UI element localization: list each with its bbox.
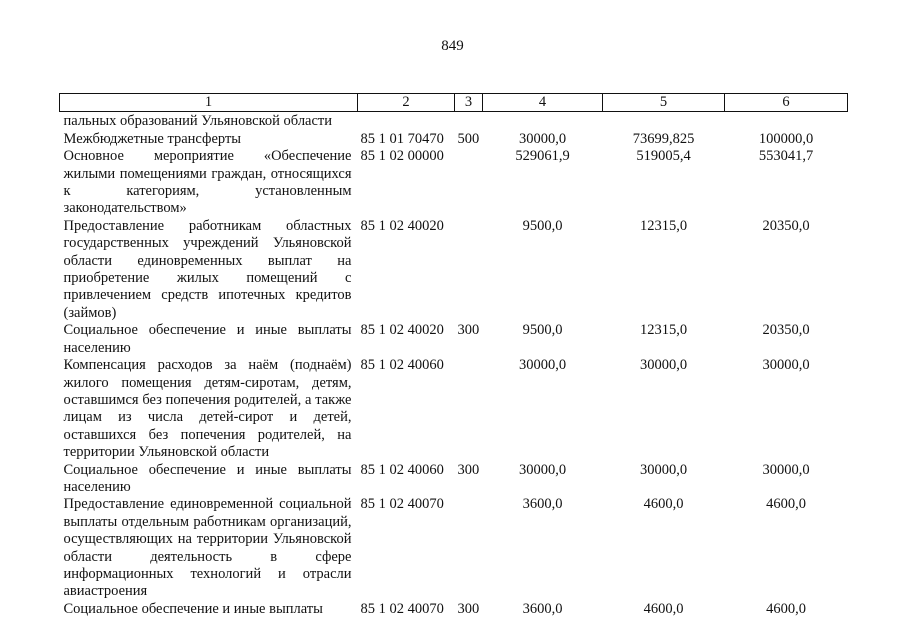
- row-code: [358, 112, 455, 131]
- column-header: 2: [358, 94, 455, 112]
- column-header: 1: [60, 94, 358, 112]
- table-row: [60, 112, 848, 131]
- row-code: 85 1 02 40070: [360, 496, 444, 513]
- table-row: [60, 462, 848, 497]
- row-type: [455, 218, 483, 322]
- row-value-6: 20350,0: [762, 322, 810, 339]
- row-name: пальных образований Ульяновской области: [63, 113, 333, 130]
- row-type: [455, 496, 483, 600]
- budget-table: [59, 93, 848, 618]
- row-value-6: 20350,0: [762, 217, 810, 234]
- table-row: [60, 131, 848, 148]
- row-type: [455, 357, 483, 461]
- row-name: Межбюджетные трансферты: [63, 130, 242, 147]
- row-type: 500: [457, 130, 480, 147]
- row-value-5: 30000,0: [639, 357, 688, 374]
- row-value-6: 100000,0: [758, 130, 814, 147]
- row-value-5: 73699,825: [632, 130, 695, 147]
- column-header: 3: [455, 94, 483, 112]
- row-code: 85 1 02 40060: [360, 357, 444, 374]
- table-row: [60, 496, 848, 600]
- row-value-5: 12315,0: [639, 217, 688, 234]
- row-value-6: 30000,0: [762, 357, 810, 374]
- row-value-4: [483, 112, 603, 131]
- row-value-4: 9500,0: [522, 322, 563, 339]
- row-type: 300: [457, 322, 480, 339]
- page-number: 849: [441, 38, 464, 54]
- row-name: Социальное обеспечение и иные выплаты: [63, 600, 323, 617]
- row-value-4: 30000,0: [518, 461, 567, 478]
- table-header-row: [60, 94, 848, 112]
- column-header: 5: [603, 94, 725, 112]
- row-value-5: 519005,4: [636, 148, 691, 165]
- row-name: Предоставление единовременной социальной выплаты отдельным работникам организаций, осуществляющих на территории Ульяновской области деятельность в сфере информационных технологий и отрасли авиастроения: [63, 496, 352, 600]
- row-value-4: 3600,0: [522, 496, 563, 513]
- row-value-5: 12315,0: [639, 322, 688, 339]
- row-code: 85 1 02 00000: [360, 148, 444, 165]
- column-header: 4: [483, 94, 603, 112]
- row-value-5: [603, 112, 725, 131]
- row-value-6: 4600,0: [766, 600, 806, 617]
- table-row: [60, 322, 848, 357]
- row-code: 85 1 01 70470: [360, 130, 444, 147]
- row-value-6: 4600,0: [766, 496, 806, 513]
- row-name: Социальное обеспечение и иные выплаты населению: [63, 461, 352, 495]
- row-value-6: 553041,7: [758, 148, 814, 165]
- row-name: Предоставление работникам областных государственных учреждений Ульяновской области единовременных выплат на приобретение жилых помещений с привлечением средств ипотечных кредитов (займов): [63, 217, 352, 321]
- row-code: 85 1 02 40020: [360, 322, 444, 339]
- row-value-5: 30000,0: [639, 461, 688, 478]
- row-value-4: 30000,0: [518, 130, 567, 147]
- row-code: 85 1 02 40020: [360, 217, 444, 234]
- table-row: [60, 148, 848, 218]
- row-value-4: 3600,0: [522, 600, 563, 617]
- table-row: [60, 601, 848, 618]
- row-value-5: 4600,0: [643, 600, 684, 617]
- row-name: Компенсация расходов за наём (поднаём) жилого помещения детям-сиротам, детям, оставшимся без попечения родителей, а также лицам из числа детей-сирот и детей, оставшихся без попечения родителей, на территории Ульяновской области: [63, 357, 352, 461]
- table-row: [60, 218, 848, 322]
- row-value-4: 9500,0: [522, 217, 563, 234]
- row-type: [455, 112, 483, 131]
- row-type: 300: [457, 461, 480, 478]
- row-value-4: 529061,9: [515, 148, 570, 165]
- table-row: [60, 357, 848, 461]
- row-code: 85 1 02 40060: [360, 461, 444, 478]
- row-type: [455, 148, 483, 218]
- row-code: 85 1 02 40070: [360, 600, 444, 617]
- column-header: 6: [725, 94, 848, 112]
- row-value-6: 30000,0: [762, 461, 810, 478]
- row-value-6: [725, 112, 848, 131]
- row-value-4: 30000,0: [518, 357, 567, 374]
- row-name: Социальное обеспечение и иные выплаты населению: [63, 322, 352, 356]
- row-name: Основное мероприятие «Обеспечение жилыми помещениями граждан, относящихся к категориям, установленным законодательством»: [63, 148, 352, 217]
- row-value-5: 4600,0: [643, 496, 684, 513]
- row-type: 300: [457, 600, 480, 617]
